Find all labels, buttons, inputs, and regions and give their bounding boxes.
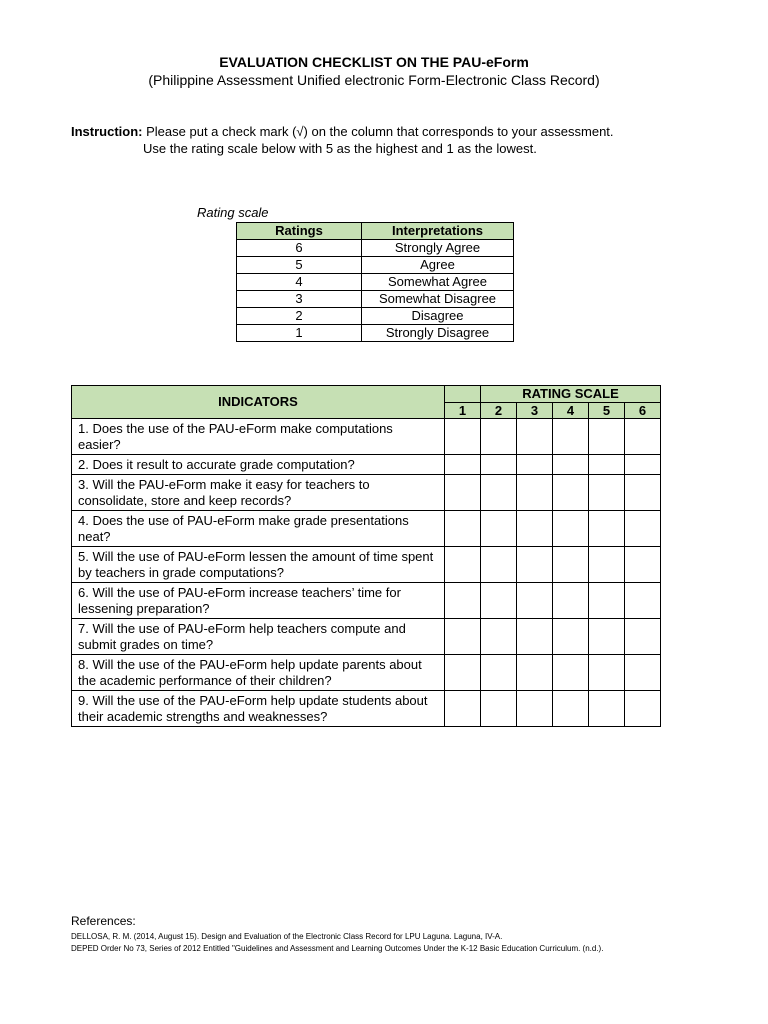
rating-value: 3 — [237, 291, 362, 308]
indicator-text: 4. Does the use of PAU-eForm make grade presentations neat? — [72, 511, 445, 547]
rating-cell[interactable] — [553, 583, 589, 619]
rating-cell[interactable] — [553, 619, 589, 655]
rating-cell[interactable] — [589, 547, 625, 583]
references-section — [71, 914, 603, 955]
instruction-label: Instruction: — [71, 124, 143, 139]
indicator-row — [72, 455, 661, 475]
rating-cell[interactable] — [625, 547, 661, 583]
rating-scale-row — [237, 240, 514, 257]
rating-cell[interactable] — [481, 475, 517, 511]
rating-cell[interactable] — [589, 583, 625, 619]
references-heading: References: — [71, 914, 136, 928]
indicator-text: 7. Will the use of PAU-eForm help teachers compute and submit grades on time? — [72, 619, 445, 655]
rating-cell[interactable] — [553, 419, 589, 455]
indicator-text: 8. Will the use of the PAU-eForm help update parents about the academic performance of their children? — [72, 655, 445, 691]
rating-cell[interactable] — [481, 691, 517, 727]
page-title: EVALUATION CHECKLIST ON THE PAU-eForm — [219, 54, 529, 70]
rating-value: 5 — [237, 257, 362, 274]
rating-cell[interactable] — [517, 511, 553, 547]
rating-cell[interactable] — [517, 475, 553, 511]
rating-cell[interactable] — [553, 455, 589, 475]
rating-cell[interactable] — [625, 511, 661, 547]
rating-cell[interactable] — [625, 583, 661, 619]
rating-cell[interactable] — [517, 419, 553, 455]
indicator-row — [72, 691, 661, 727]
rating-scale-blank-header — [445, 386, 481, 403]
rating-cell[interactable] — [445, 655, 481, 691]
rating-cell[interactable] — [589, 455, 625, 475]
rating-cell[interactable] — [625, 475, 661, 511]
indicator-row — [72, 475, 661, 511]
indicator-row — [72, 419, 661, 455]
rating-cell[interactable] — [589, 655, 625, 691]
rating-cell[interactable] — [553, 475, 589, 511]
rating-interpretation: Disagree — [362, 308, 514, 325]
indicator-row — [72, 655, 661, 691]
rating-scale-header: RATING SCALE — [481, 386, 661, 403]
rating-scale-row — [237, 325, 514, 342]
rating-cell[interactable] — [445, 583, 481, 619]
scale-column-header: 6 — [625, 403, 661, 419]
rating-cell[interactable] — [481, 619, 517, 655]
rating-cell[interactable] — [589, 419, 625, 455]
scale-column-header: 2 — [481, 403, 517, 419]
rating-cell[interactable] — [517, 655, 553, 691]
rating-cell[interactable] — [481, 455, 517, 475]
instruction-text-1: Please put a check mark (√) on the column that corresponds to your assessment. — [146, 124, 614, 139]
indicators-header: INDICATORS — [72, 386, 445, 419]
rating-interpretation: Strongly Disagree — [362, 325, 514, 342]
indicator-text: 1. Does the use of the PAU-eForm make computations easier? — [72, 419, 445, 455]
rating-cell[interactable] — [553, 547, 589, 583]
interpretations-header: Interpretations — [362, 223, 514, 240]
rating-cell[interactable] — [481, 583, 517, 619]
rating-cell[interactable] — [481, 419, 517, 455]
indicator-text: 3. Will the PAU-eForm make it easy for teachers to consolidate, store and keep records? — [72, 475, 445, 511]
scale-column-header: 1 — [445, 403, 481, 419]
rating-cell[interactable] — [625, 655, 661, 691]
rating-interpretation: Somewhat Disagree — [362, 291, 514, 308]
reference-item: DEPED Order No 73, Series of 2012 Entitled "Guidelines and Assessment and Learning Outcomes Under the K-12 Basic Education Curriculum. (n.d.). — [71, 944, 604, 953]
indicator-text: 9. Will the use of the PAU-eForm help update students about their academic strengths and weaknesses? — [72, 691, 445, 727]
rating-value: 1 — [237, 325, 362, 342]
rating-cell[interactable] — [589, 475, 625, 511]
rating-cell[interactable] — [517, 691, 553, 727]
rating-cell[interactable] — [589, 511, 625, 547]
rating-scale-table — [236, 222, 514, 342]
rating-interpretation: Strongly Agree — [362, 240, 514, 257]
rating-interpretation: Somewhat Agree — [362, 274, 514, 291]
rating-cell[interactable] — [445, 455, 481, 475]
indicator-text: 6. Will the use of PAU-eForm increase teachers’ time for lessening preparation? — [72, 583, 445, 619]
rating-cell[interactable] — [517, 547, 553, 583]
rating-cell[interactable] — [445, 475, 481, 511]
rating-cell[interactable] — [625, 691, 661, 727]
rating-cell[interactable] — [481, 511, 517, 547]
indicators-table — [71, 385, 661, 727]
rating-value: 4 — [237, 274, 362, 291]
rating-scale-row — [237, 257, 514, 274]
ratings-header: Ratings — [237, 223, 362, 240]
rating-scale-row — [237, 291, 514, 308]
indicator-row — [72, 583, 661, 619]
rating-cell[interactable] — [445, 547, 481, 583]
indicator-row — [72, 547, 661, 583]
rating-scale-header-row — [237, 223, 514, 240]
page-subtitle: (Philippine Assessment Unified electronic Form-Electronic Class Record) — [148, 72, 600, 88]
scale-column-header: 3 — [517, 403, 553, 419]
indicator-row — [72, 619, 661, 655]
rating-cell[interactable] — [553, 691, 589, 727]
indicator-text: 5. Will the use of PAU-eForm lessen the amount of time spent by teachers in grade computations? — [72, 547, 445, 583]
instruction-block — [71, 123, 614, 157]
rating-cell[interactable] — [445, 419, 481, 455]
scale-column-header: 4 — [553, 403, 589, 419]
rating-cell[interactable] — [625, 619, 661, 655]
rating-cell[interactable] — [589, 619, 625, 655]
rating-cell[interactable] — [445, 511, 481, 547]
rating-cell[interactable] — [553, 655, 589, 691]
rating-interpretation: Agree — [362, 257, 514, 274]
rating-cell[interactable] — [553, 511, 589, 547]
rating-scale-row — [237, 308, 514, 325]
rating-cell[interactable] — [445, 619, 481, 655]
rating-cell[interactable] — [517, 619, 553, 655]
instruction-line-1 — [71, 123, 614, 140]
rating-scale-caption: Rating scale — [197, 205, 269, 220]
reference-item: DELLOSA, R. M. (2014, August 15). Design and Evaluation of the Electronic Class Record for LPU Laguna. Laguna, IV-A. — [71, 932, 503, 941]
scale-column-header: 5 — [589, 403, 625, 419]
rating-cell[interactable] — [625, 419, 661, 455]
rating-value: 6 — [237, 240, 362, 257]
rating-cell[interactable] — [625, 455, 661, 475]
rating-cell[interactable] — [481, 655, 517, 691]
rating-cell[interactable] — [517, 583, 553, 619]
instruction-text-2: Use the rating scale below with 5 as the highest and 1 as the lowest. — [143, 141, 537, 156]
rating-cell[interactable] — [481, 547, 517, 583]
rating-cell[interactable] — [517, 455, 553, 475]
indicator-text: 2. Does it result to accurate grade computation? — [72, 455, 445, 475]
indicator-row — [72, 511, 661, 547]
rating-value: 2 — [237, 308, 362, 325]
rating-scale-row — [237, 274, 514, 291]
rating-cell[interactable] — [589, 691, 625, 727]
rating-cell[interactable] — [445, 691, 481, 727]
indicators-header-row — [72, 386, 661, 403]
